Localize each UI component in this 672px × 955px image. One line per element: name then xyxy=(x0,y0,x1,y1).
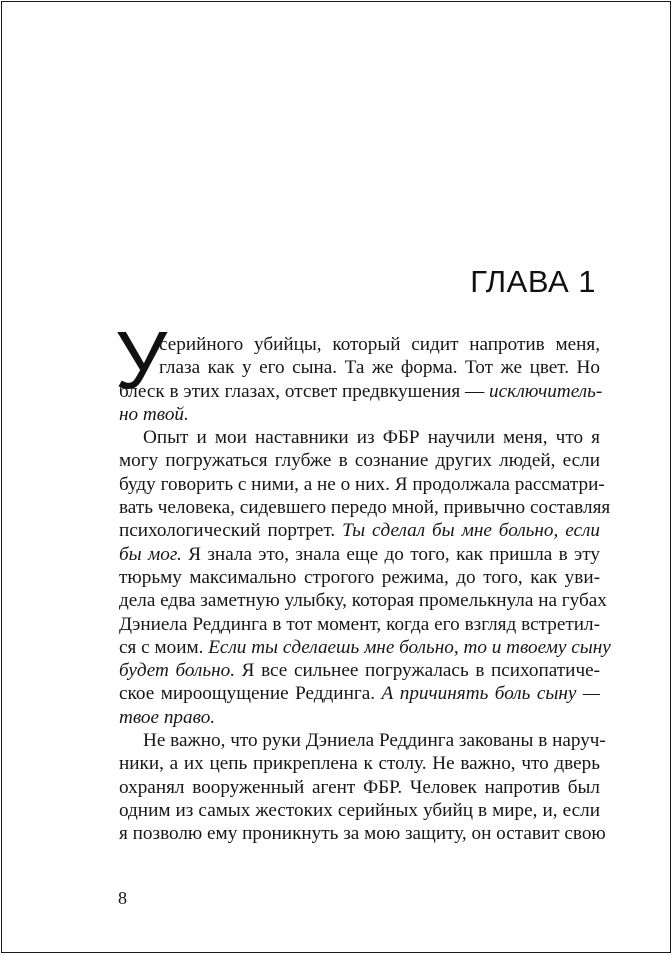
text-line xyxy=(119,543,600,566)
text-run: ся с моим. xyxy=(119,636,209,658)
text-line xyxy=(119,729,606,752)
text-line xyxy=(119,752,600,775)
text-line xyxy=(119,356,600,379)
drop-cap: У xyxy=(115,315,168,406)
text-line xyxy=(119,403,600,426)
text-run: Дэниела Реддинга в тот момент, когда его взгляд встретил- xyxy=(119,613,600,635)
text-run: глаза как у его сына. Та же форма. Тот же цвет. Но xyxy=(159,357,600,379)
text-run: ское мироощущение Реддинга. xyxy=(119,683,382,705)
text-line xyxy=(119,473,605,496)
italic-text: Ты сделал бы мне больно, если xyxy=(342,520,600,542)
italic-text: бы мог. xyxy=(119,543,182,565)
text-line xyxy=(119,776,600,799)
text-run: серийного убийцы, который сидит напротив меня, xyxy=(159,334,600,355)
text-line xyxy=(119,682,600,705)
italic-text: будет больно. xyxy=(119,660,236,682)
text-line xyxy=(119,449,600,472)
text-run: Я все сильнее погружалась в психопатиче- xyxy=(235,660,601,682)
text-line xyxy=(119,333,600,356)
page-number: 8 xyxy=(118,888,127,908)
chapter-title: ГЛАВА 1 xyxy=(470,264,596,299)
text-run: Не важно, что руки Дэниела Реддинга закованы в наруч- xyxy=(143,730,606,752)
text-run: могу погружаться глубже в сознание других людей, если xyxy=(119,450,600,472)
text-run: ники, а их цепь прикреплена к столу. Не важно, что дверь xyxy=(119,753,600,775)
italic-text: исключитель- xyxy=(489,380,603,402)
chapter-text xyxy=(115,315,611,846)
text-run: охранял вооруженный агент ФБР. Человек напротив был xyxy=(119,776,600,798)
italic-text: твое право. xyxy=(119,706,216,728)
text-run: вать человека, сидевшего передо мной, привычно составляя xyxy=(119,497,611,519)
text-line xyxy=(119,566,600,589)
italic-text: но твой. xyxy=(119,403,189,425)
text-line xyxy=(119,822,606,845)
text-run: блеск в этих глазах, отсвет предвкушения — xyxy=(119,380,490,402)
text-run: тюрьму максимально строгого режима, до того, как уви- xyxy=(119,566,600,588)
text-line xyxy=(119,380,603,403)
text-run: я позволю ему проникнуть за мою защиту, он оставит свою xyxy=(119,823,606,845)
text-line xyxy=(119,589,607,612)
book-page xyxy=(1,1,671,953)
italic-text: А причинять боль сыну — xyxy=(381,683,600,705)
text-line xyxy=(119,519,600,542)
text-run: Я знала это, знала еще до того, как пришла в эту xyxy=(181,543,600,565)
text-line xyxy=(119,636,611,659)
text-line xyxy=(119,613,600,636)
text-line xyxy=(119,659,600,682)
text-run: одним из самых жестоких серийных убийц в мире, и, если xyxy=(119,799,600,821)
text-run: психологический портрет. xyxy=(119,520,343,542)
text-line xyxy=(119,706,600,729)
text-line xyxy=(119,799,600,822)
text-line xyxy=(119,426,600,449)
text-line xyxy=(119,496,611,519)
text-run: Опыт и мои наставники из ФБР научили меня, что я xyxy=(143,427,600,449)
text-run: буду говорить с ними, а не о них. Я продолжала рассматри- xyxy=(119,473,605,495)
text-run: дела едва заметную улыбку, которая промелькнула на губах xyxy=(119,590,607,612)
italic-text: Если ты сделаешь мне больно, то и твоему сыну xyxy=(208,636,611,658)
